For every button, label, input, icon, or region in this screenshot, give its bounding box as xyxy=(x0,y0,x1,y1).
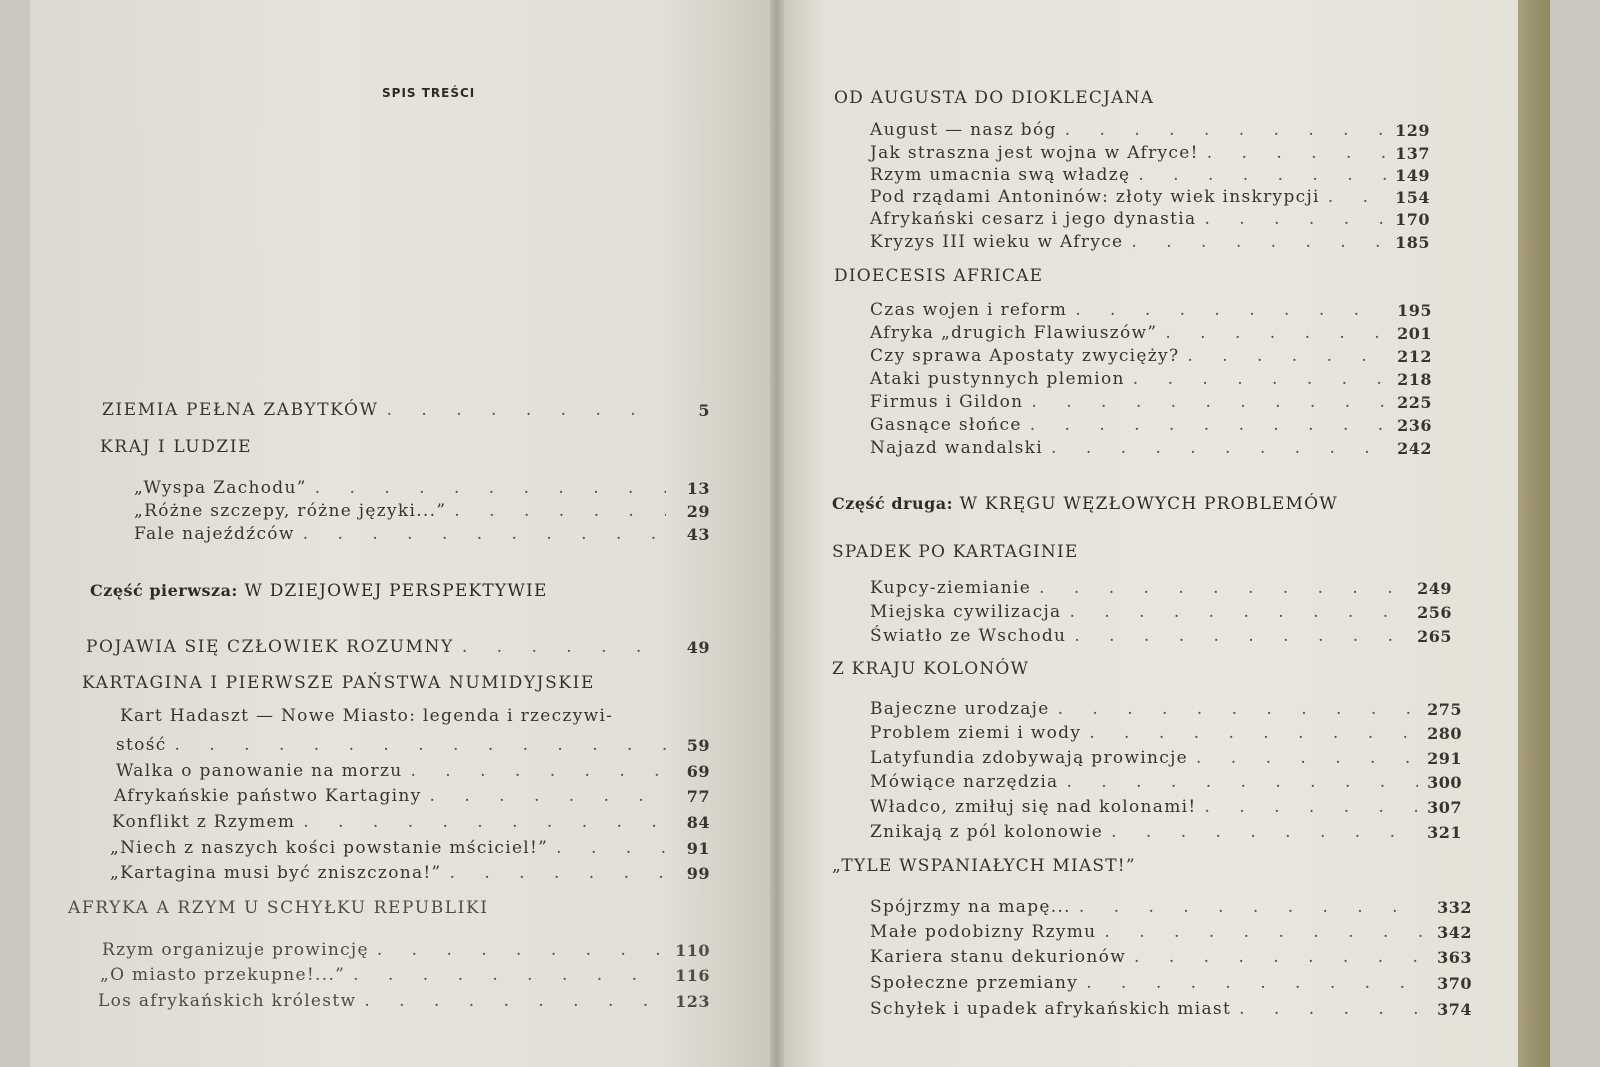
leader-dots xyxy=(1051,438,1388,458)
toc-entry xyxy=(870,598,1452,622)
toc-entry-page: 212 xyxy=(1397,347,1432,366)
toc-entry xyxy=(870,365,1432,389)
toc-entry-title: Małe podobizny Rzymu xyxy=(870,922,1097,942)
part-label: Część pierwsza: xyxy=(90,581,238,600)
toc-entry-page: 5 xyxy=(698,401,710,420)
toc-entry xyxy=(870,411,1432,435)
toc-entry-page: 342 xyxy=(1437,923,1472,942)
toc-entry-page: 13 xyxy=(686,479,710,498)
toc-entry-title: Gasnące słońce xyxy=(870,415,1022,435)
toc-entry xyxy=(870,574,1452,598)
toc-entry-title: Kryzys III wieku w Afryce xyxy=(870,232,1124,252)
toc-entry-title: Kariera stanu dekurionów xyxy=(870,947,1127,967)
section-heading: SPADEK PO KARTAGINIE xyxy=(832,542,1079,562)
toc-entry-page: 123 xyxy=(675,992,710,1011)
part-title: W KRĘGU WĘZŁOWYCH PROBLEMÓW xyxy=(959,494,1338,514)
toc-entry xyxy=(110,834,710,858)
toc-entry-title: Konflikt z Rzymem xyxy=(112,812,296,832)
leader-dots xyxy=(303,524,666,544)
toc-entry-page: 99 xyxy=(686,864,710,883)
toc-entry xyxy=(102,936,710,960)
toc-entry-title: Latyfundia zdobywają prowincje xyxy=(870,748,1188,768)
toc-entry-title: Walka o panowanie na morzu xyxy=(116,761,403,781)
leader-dots xyxy=(1075,300,1388,320)
toc-entry xyxy=(870,139,1430,163)
leader-dots xyxy=(1239,999,1428,1019)
leader-dots xyxy=(450,863,666,883)
leader-dots xyxy=(1058,699,1418,719)
toc-entry-page: 225 xyxy=(1397,393,1432,412)
section-heading: OD AUGUSTA DO DIOKLECJANA xyxy=(834,88,1155,108)
toc-entry-title: ZIEMIA PEŁNA ZABYTKÓW xyxy=(102,400,379,420)
toc-entry xyxy=(116,757,710,781)
toc-entry-title-line1: Kart Hadaszt — Nowe Miasto: legenda i rzeczywi- xyxy=(120,706,614,726)
toc-entry-page: 49 xyxy=(686,638,710,657)
toc-entry-page: 280 xyxy=(1427,724,1462,743)
section-heading: AFRYKA A RZYM U SCHYŁKU REPUBLIKI xyxy=(68,898,489,918)
cover-edge xyxy=(1518,0,1550,1067)
toc-entry xyxy=(870,793,1462,817)
toc-entry xyxy=(870,116,1430,140)
toc-entry-page: 265 xyxy=(1417,627,1452,646)
toc-entry-title: Najazd wandalski xyxy=(870,438,1044,458)
toc-entry-page: 149 xyxy=(1395,166,1430,185)
toc-entry-page: 370 xyxy=(1437,974,1472,993)
toc-entry xyxy=(870,744,1462,768)
toc-entry xyxy=(116,731,710,755)
toc-entry xyxy=(98,987,710,1011)
toc-entry xyxy=(870,695,1462,719)
toc-entry xyxy=(870,818,1462,842)
toc-entry-page: 110 xyxy=(675,941,710,960)
leader-dots xyxy=(1207,143,1386,163)
leader-dots xyxy=(1069,602,1408,622)
toc-entry-page: 291 xyxy=(1427,749,1462,768)
toc-entry xyxy=(870,622,1452,646)
toc-entry-title: Afrykański cesarz i jego dynastia xyxy=(870,209,1197,229)
toc-entry xyxy=(114,782,710,806)
section-heading: KARTAGINA I PIERWSZE PAŃSTWA NUMIDYJSKIE xyxy=(82,673,595,693)
toc-entry-title: POJAWIA SIĘ CZŁOWIEK ROZUMNY xyxy=(86,637,454,657)
toc-entry xyxy=(870,296,1432,320)
toc-entry-page: 201 xyxy=(1397,324,1432,343)
leader-dots xyxy=(1205,797,1419,817)
leader-dots xyxy=(1187,346,1388,366)
toc-entry-title: Afrykańskie państwo Kartaginy xyxy=(114,786,422,806)
toc-entry xyxy=(870,893,1472,917)
leader-dots xyxy=(1089,723,1418,743)
toc-entry-title: August — nasz bóg xyxy=(870,120,1057,140)
toc-entry xyxy=(870,183,1430,207)
toc-entry-page: 154 xyxy=(1395,188,1430,207)
leader-dots xyxy=(1111,822,1418,842)
toc-entry-page: 307 xyxy=(1427,798,1462,817)
toc-entry-title: Miejska cywilizacja xyxy=(870,602,1062,622)
leader-dots xyxy=(1328,187,1386,207)
leader-dots xyxy=(1138,165,1386,185)
leader-dots xyxy=(1086,973,1428,993)
toc-entry xyxy=(870,969,1472,993)
toc-entry-page: 69 xyxy=(686,762,710,781)
toc-entry-title: Fale najeźdźców xyxy=(134,524,295,544)
toc-entry-title: Czy sprawa Apostaty zwycięży? xyxy=(870,346,1180,366)
toc-entry-page: 218 xyxy=(1397,370,1432,389)
leader-dots xyxy=(1104,922,1428,942)
toc-entry-title: „Różne szczepy, różne języki...” xyxy=(134,501,447,521)
leader-dots xyxy=(1204,209,1386,229)
section-heading: Z KRAJU KOLONÓW xyxy=(832,659,1030,679)
toc-entry-page: 116 xyxy=(675,966,710,985)
leader-dots xyxy=(1039,578,1408,598)
toc-entry-page: 59 xyxy=(686,736,710,755)
toc-entry-page: 185 xyxy=(1395,233,1430,252)
leader-dots xyxy=(387,400,666,420)
toc-entry-title: Kupcy-ziemianie xyxy=(870,578,1032,598)
leader-dots xyxy=(1030,415,1388,435)
toc-entry-title: „O miasto przekupne!...” xyxy=(100,965,346,985)
leader-dots xyxy=(1074,626,1408,646)
toc-entry-title: Społeczne przemiany xyxy=(870,973,1079,993)
toc-entry-title: Problem ziemi i wody xyxy=(870,723,1082,743)
section-heading: DIOECESIS AFRICAE xyxy=(834,266,1044,286)
toc-entry-title: Rzym organizuje prowincję xyxy=(102,940,369,960)
toc-entry-page: 195 xyxy=(1397,301,1432,320)
leader-dots xyxy=(315,478,666,498)
toc-entry-title: „Niech z naszych kości powstanie mściciel!” xyxy=(110,838,549,858)
leader-dots xyxy=(556,838,666,858)
toc-entry-title: Afryka „drugich Flawiuszów” xyxy=(870,323,1158,343)
leader-dots xyxy=(1131,232,1386,252)
leader-dots xyxy=(1065,120,1386,140)
toc-entry-title: Władco, zmiłuj się nad kolonami! xyxy=(870,797,1197,817)
toc-entry-page: 249 xyxy=(1417,579,1452,598)
toc-entry xyxy=(870,161,1430,185)
toc-entry xyxy=(870,205,1430,229)
leader-dots xyxy=(303,812,666,832)
toc-entry-title: Rzym umacnia swą władzę xyxy=(870,165,1131,185)
leader-dots xyxy=(462,637,666,657)
toc-entry-title: Czas wojen i reform xyxy=(870,300,1068,320)
toc-entry-page: 321 xyxy=(1427,823,1462,842)
leader-dots xyxy=(454,501,666,521)
toc-entry-page: 236 xyxy=(1397,416,1432,435)
toc-entry xyxy=(102,396,710,420)
toc-entry-page: 300 xyxy=(1427,773,1462,792)
toc-entry xyxy=(134,497,710,521)
leader-dots xyxy=(364,991,666,1011)
toc-entry-title-line2: stość xyxy=(116,735,167,755)
leader-dots xyxy=(430,786,666,806)
toc-entry xyxy=(134,474,710,498)
leader-dots xyxy=(1134,947,1428,967)
toc-entry-page: 91 xyxy=(686,839,710,858)
toc-entry xyxy=(870,918,1472,942)
leader-dots xyxy=(1031,392,1388,412)
leader-dots xyxy=(1165,323,1388,343)
leader-dots xyxy=(1067,772,1419,792)
toc-entry xyxy=(870,228,1430,252)
leader-dots xyxy=(1079,897,1428,917)
toc-entry-page: 84 xyxy=(686,813,710,832)
leader-dots xyxy=(377,940,666,960)
toc-entry-page: 374 xyxy=(1437,1000,1472,1019)
toc-entry xyxy=(870,719,1462,743)
leader-dots xyxy=(410,761,666,781)
book-gutter xyxy=(770,0,784,1067)
toc-entry-title: Mówiące narzędzia xyxy=(870,772,1059,792)
leader-dots xyxy=(353,965,666,985)
toc-entry-title: Znikają z pól kolonowie xyxy=(870,822,1104,842)
toc-entry-title: Pod rządami Antoninów: złoty wiek inskrypcji xyxy=(870,187,1320,207)
toc-entry-title: Spójrzmy na mapę... xyxy=(870,897,1071,917)
toc-entry-title: „Kartagina musi być zniszczona!” xyxy=(110,863,442,883)
toc-entry-page: 256 xyxy=(1417,603,1452,622)
part-label: Część druga: xyxy=(832,494,954,513)
toc-entry-title: Jak straszna jest wojna w Afryce! xyxy=(870,143,1199,163)
toc-entry-page: 77 xyxy=(686,787,710,806)
leader-dots xyxy=(1196,748,1418,768)
toc-entry xyxy=(134,520,710,544)
toc-entry xyxy=(870,434,1432,458)
toc-entry-title: Światło ze Wschodu xyxy=(870,626,1067,646)
section-heading: „TYLE WSPANIAŁYCH MIAST!” xyxy=(832,856,1136,876)
running-head: SPIS TREŚCI xyxy=(382,86,476,100)
leader-dots xyxy=(175,735,666,755)
toc-entry xyxy=(870,388,1432,412)
toc-entry-page: 363 xyxy=(1437,948,1472,967)
toc-entry xyxy=(110,859,710,883)
toc-entry-page: 137 xyxy=(1395,144,1430,163)
toc-entry xyxy=(870,943,1472,967)
toc-entry-page: 129 xyxy=(1395,121,1430,140)
toc-entry xyxy=(86,633,710,657)
toc-entry-title: Schyłek i upadek afrykańskich miast xyxy=(870,999,1232,1019)
leader-dots xyxy=(1133,369,1388,389)
toc-entry xyxy=(870,768,1462,792)
toc-entry-title: „Wyspa Zachodu” xyxy=(134,478,307,498)
toc-entry-title: Ataki pustynnych plemion xyxy=(870,369,1125,389)
toc-entry-title: Firmus i Gildon xyxy=(870,392,1024,412)
part-heading xyxy=(90,581,548,601)
toc-entry xyxy=(870,995,1472,1019)
toc-entry-title: Los afrykańskich królestw xyxy=(98,991,357,1011)
part-title: W DZIEJOWEJ PERSPEKTYWIE xyxy=(244,581,548,601)
toc-entry-page: 29 xyxy=(686,502,710,521)
toc-entry-page: 170 xyxy=(1395,210,1430,229)
toc-entry-page: 43 xyxy=(686,525,710,544)
toc-entry xyxy=(870,319,1432,343)
toc-entry-page: 332 xyxy=(1437,898,1472,917)
section-heading: KRAJ I LUDZIE xyxy=(100,437,253,457)
toc-entry xyxy=(112,808,710,832)
part-heading xyxy=(832,494,1338,514)
toc-entry xyxy=(100,961,710,985)
toc-entry-page: 242 xyxy=(1397,439,1432,458)
toc-entry xyxy=(870,342,1432,366)
toc-entry-title: Bajeczne urodzaje xyxy=(870,699,1050,719)
toc-entry-page: 275 xyxy=(1427,700,1462,719)
